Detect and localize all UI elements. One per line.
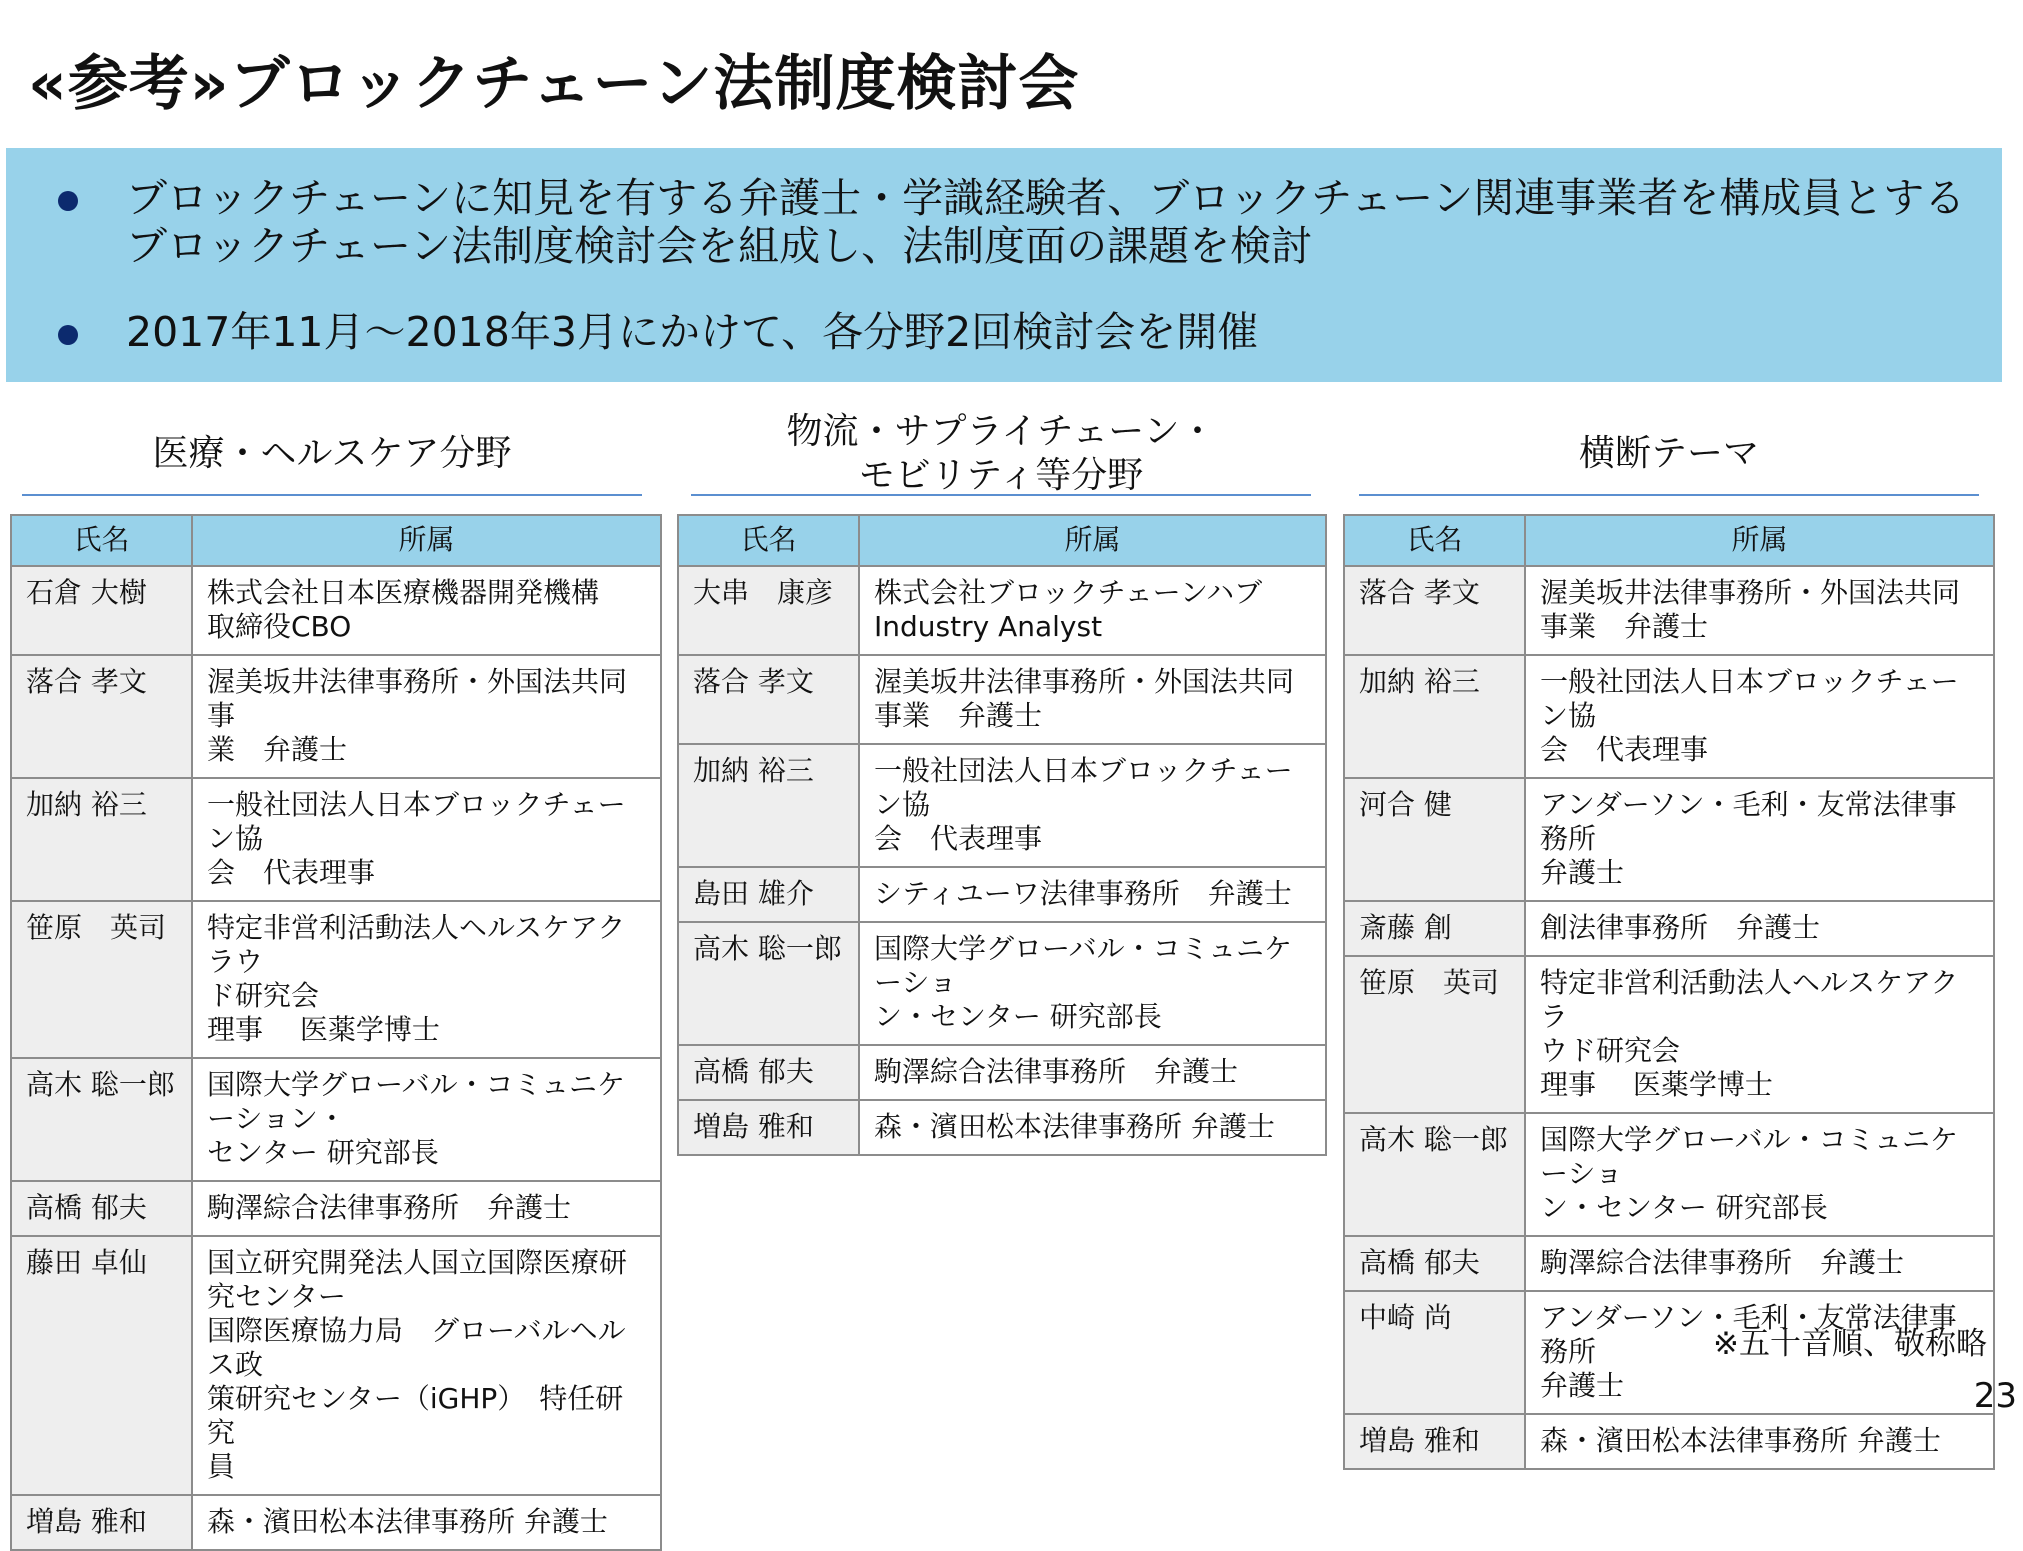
- table-row: [11, 655, 661, 778]
- column-header-affiliation: 所属: [192, 515, 661, 566]
- table-header-row: [678, 515, 1326, 566]
- affiliation-line: 一般社団法人日本ブロックチェーン協: [1540, 665, 1959, 732]
- affiliation-line: 員: [207, 1450, 236, 1483]
- column-header-name: 氏名: [11, 515, 192, 566]
- section-title-line: モビリティ等分野: [858, 455, 1144, 496]
- bullet-text-line: 2017年11月～2018年3月にかけて、各分野2回検討会を開催: [126, 308, 1259, 356]
- table-row: [1344, 1113, 1994, 1236]
- affiliation-line: 特定非営利活動法人ヘルスケアクラ: [1540, 966, 1959, 1033]
- affiliation-line: 森・濱田松本法律事務所 弁護士: [874, 1110, 1275, 1143]
- affiliation-line: ン・センター 研究部長: [1540, 1191, 1828, 1224]
- member-name-cell: 笹原 英司: [1344, 956, 1525, 1113]
- table-row: [11, 1495, 661, 1550]
- table-row: [11, 1236, 661, 1495]
- affiliation-line: 株式会社ブロックチェーンハブ: [874, 576, 1263, 609]
- member-affiliation-cell: [1525, 901, 1994, 956]
- member-name-cell: 加納 裕三: [1344, 655, 1525, 778]
- table-row: [1344, 1414, 1994, 1469]
- affiliation-line: ウド研究会: [1540, 1034, 1681, 1067]
- member-name-cell: 藤田 卓仙: [11, 1236, 192, 1495]
- member-affiliation-cell: [1525, 1414, 1994, 1469]
- affiliation-line: 渥美坂井法律事務所・外国法共同事: [207, 665, 628, 732]
- member-name-cell: 加納 裕三: [678, 744, 859, 867]
- affiliation-line: 理事 医薬学博士: [207, 1013, 440, 1046]
- table-row: [11, 901, 661, 1058]
- table-header-row: [11, 515, 661, 566]
- bullet-dot-icon: [58, 325, 78, 345]
- table-row: [678, 1100, 1326, 1155]
- section-divider: [22, 494, 642, 496]
- bullet-text-line: ブロックチェーン法制度検討会を組成し、法制度面の課題を検討: [126, 222, 1313, 270]
- summary-bullet: [58, 174, 1965, 270]
- member-name-cell: 斎藤 創: [1344, 901, 1525, 956]
- member-name-cell: 石倉 大樹: [11, 566, 192, 655]
- table-row: [678, 566, 1326, 655]
- member-affiliation-cell: [859, 1045, 1326, 1100]
- member-name-cell: 増島 雅和: [11, 1495, 192, 1550]
- member-name-cell: 大串 康彦: [678, 566, 859, 655]
- affiliation-line: 創法律事務所 弁護士: [1540, 911, 1821, 944]
- member-affiliation-cell: [859, 1100, 1326, 1155]
- member-affiliation-cell: [192, 655, 661, 778]
- affiliation-line: 森・濱田松本法律事務所 弁護士: [1540, 1424, 1941, 1457]
- member-affiliation-cell: [1525, 1236, 1994, 1291]
- affiliation-line: 国際大学グローバル・コミュニケーショ: [874, 932, 1293, 999]
- affiliation-line: シティユーワ法律事務所 弁護士: [874, 877, 1292, 910]
- column-header-name: 氏名: [1344, 515, 1525, 566]
- member-name-cell: 増島 雅和: [678, 1100, 859, 1155]
- table-header-row: [1344, 515, 1994, 566]
- table-row: [1344, 655, 1994, 778]
- affiliation-line: 理事 医薬学博士: [1540, 1068, 1773, 1101]
- affiliation-line: 国際大学グローバル・コミュニケーション・: [207, 1068, 626, 1135]
- table-row: [678, 867, 1326, 922]
- table-row: [678, 744, 1326, 867]
- member-name-cell: 落合 孝文: [678, 655, 859, 744]
- affiliation-line: ン・センター 研究部長: [874, 1000, 1162, 1033]
- table-row: [1344, 956, 1994, 1113]
- page-title: «参考»ブロックチェーン法制度検討会: [28, 49, 1080, 119]
- section-divider: [1359, 494, 1979, 496]
- member-name-cell: 中崎 尚: [1344, 1291, 1525, 1414]
- table-body: [11, 566, 661, 1550]
- member-affiliation-cell: [859, 566, 1326, 655]
- affiliation-line: 事業 弁護士: [1540, 610, 1709, 643]
- section-divider: [691, 494, 1311, 496]
- summary-box: [6, 148, 2002, 382]
- section-title-line: 物流・サプライチェーン・: [786, 411, 1216, 452]
- table-row: [1344, 566, 1994, 655]
- bullet-text-line: ブロックチェーンに知見を有する弁護士・学識経験者、ブロックチェーン関連事業者を構成員とする: [126, 174, 1966, 222]
- affiliation-line: 業 弁護士: [207, 733, 348, 766]
- member-affiliation-cell: [859, 867, 1326, 922]
- affiliation-line: Industry Analyst: [874, 610, 1103, 643]
- affiliation-line: アンダーソン・毛利・友常法律事務所: [1540, 788, 1957, 855]
- affiliation-line: 渥美坂井法律事務所・外国法共同: [1540, 576, 1961, 609]
- member-name-cell: 増島 雅和: [1344, 1414, 1525, 1469]
- affiliation-line: 国立研究開発法人国立国際医療研: [207, 1246, 628, 1279]
- table-row: [1344, 1236, 1994, 1291]
- member-name-cell: 加納 裕三: [11, 778, 192, 901]
- affiliation-line: 渥美坂井法律事務所・外国法共同: [874, 665, 1295, 698]
- member-name-cell: 落合 孝文: [11, 655, 192, 778]
- member-name-cell: 島田 雄介: [678, 867, 859, 922]
- affiliation-line: 株式会社日本医療機器開発機構: [207, 576, 600, 609]
- affiliation-line: 事業 弁護士: [874, 699, 1043, 732]
- member-affiliation-cell: [1525, 956, 1994, 1113]
- section-title-crosscutting: 横断テーマ: [1578, 433, 1759, 474]
- affiliation-line: 弁護士: [1540, 1369, 1625, 1402]
- footnote: ※五十音順、敬称略: [1713, 1326, 1987, 1362]
- section-title-logistics: [691, 410, 1311, 498]
- table-row: [678, 922, 1326, 1045]
- member-affiliation-cell: [1525, 778, 1994, 901]
- member-affiliation-cell: [1525, 566, 1994, 655]
- member-name-cell: 高橋 郁夫: [678, 1045, 859, 1100]
- affiliation-line: ド研究会: [207, 979, 320, 1012]
- affiliation-line: 会 代表理事: [1540, 733, 1709, 766]
- member-affiliation-cell: [192, 1058, 661, 1181]
- member-name-cell: 高木 聡一郎: [1344, 1113, 1525, 1236]
- table-row: [1344, 778, 1994, 901]
- member-affiliation-cell: [192, 1495, 661, 1550]
- member-affiliation-cell: [1525, 1113, 1994, 1236]
- table-body: [678, 566, 1326, 1155]
- table-row: [11, 778, 661, 901]
- affiliation-line: 一般社団法人日本ブロックチェーン協: [874, 754, 1293, 821]
- member-name-cell: 高木 聡一郎: [678, 922, 859, 1045]
- affiliation-line: 取締役CBO: [207, 610, 352, 643]
- member-name-cell: 落合 孝文: [1344, 566, 1525, 655]
- table-row: [11, 1181, 661, 1236]
- affiliation-line: 特定非営利活動法人ヘルスケアクラウ: [207, 911, 626, 978]
- member-affiliation-cell: [192, 566, 661, 655]
- affiliation-line: 弁護士: [1540, 856, 1625, 889]
- affiliation-line: 駒澤綜合法律事務所 弁護士: [207, 1191, 572, 1224]
- member-name-cell: 高橋 郁夫: [11, 1181, 192, 1236]
- table-row: [11, 1058, 661, 1181]
- affiliation-line: 駒澤綜合法律事務所 弁護士: [874, 1055, 1239, 1088]
- member-affiliation-cell: [859, 655, 1326, 744]
- member-name-cell: 河合 健: [1344, 778, 1525, 901]
- member-name-cell: 高木 聡一郎: [11, 1058, 192, 1181]
- member-affiliation-cell: [192, 1181, 661, 1236]
- bullet-dot-icon: [58, 191, 78, 211]
- members-table-healthcare: [10, 514, 662, 1551]
- affiliation-line: 国際医療協力局 グローバルヘルス政: [207, 1314, 626, 1381]
- table-row: [11, 566, 661, 655]
- affiliation-line: 国際大学グローバル・コミュニケーショ: [1540, 1123, 1959, 1190]
- members-table-logistics: [677, 514, 1327, 1156]
- table-row: [678, 1045, 1326, 1100]
- member-affiliation-cell: [859, 922, 1326, 1045]
- member-affiliation-cell: [1525, 655, 1994, 778]
- affiliation-line: 策研究センター（iGHP） 特任研究: [207, 1382, 624, 1449]
- page-number: 23: [1973, 1376, 2017, 1416]
- table-row: [1344, 901, 1994, 956]
- member-affiliation-cell: [192, 1236, 661, 1495]
- affiliation-line: センター 研究部長: [207, 1136, 439, 1169]
- affiliation-line: 会 代表理事: [207, 856, 376, 889]
- affiliation-line: 究センター: [207, 1280, 346, 1313]
- summary-bullet: [58, 308, 1258, 356]
- affiliation-line: 一般社団法人日本ブロックチェーン協: [207, 788, 626, 855]
- affiliation-line: 駒澤綜合法律事務所 弁護士: [1540, 1246, 1905, 1279]
- member-name-cell: 笹原 英司: [11, 901, 192, 1058]
- column-header-name: 氏名: [678, 515, 859, 566]
- affiliation-line: 森・濱田松本法律事務所 弁護士: [207, 1505, 608, 1538]
- member-affiliation-cell: [192, 778, 661, 901]
- affiliation-line: アンダーソン・毛利・友常法律事務所: [1540, 1301, 1957, 1368]
- member-name-cell: 高橋 郁夫: [1344, 1236, 1525, 1291]
- section-title-healthcare: 医療・ヘルスケア分野: [152, 433, 512, 474]
- member-affiliation-cell: [192, 901, 661, 1058]
- table-row: [678, 655, 1326, 744]
- column-header-affiliation: 所属: [859, 515, 1326, 566]
- affiliation-line: 会 代表理事: [874, 822, 1043, 855]
- member-affiliation-cell: [859, 744, 1326, 867]
- column-header-affiliation: 所属: [1525, 515, 1994, 566]
